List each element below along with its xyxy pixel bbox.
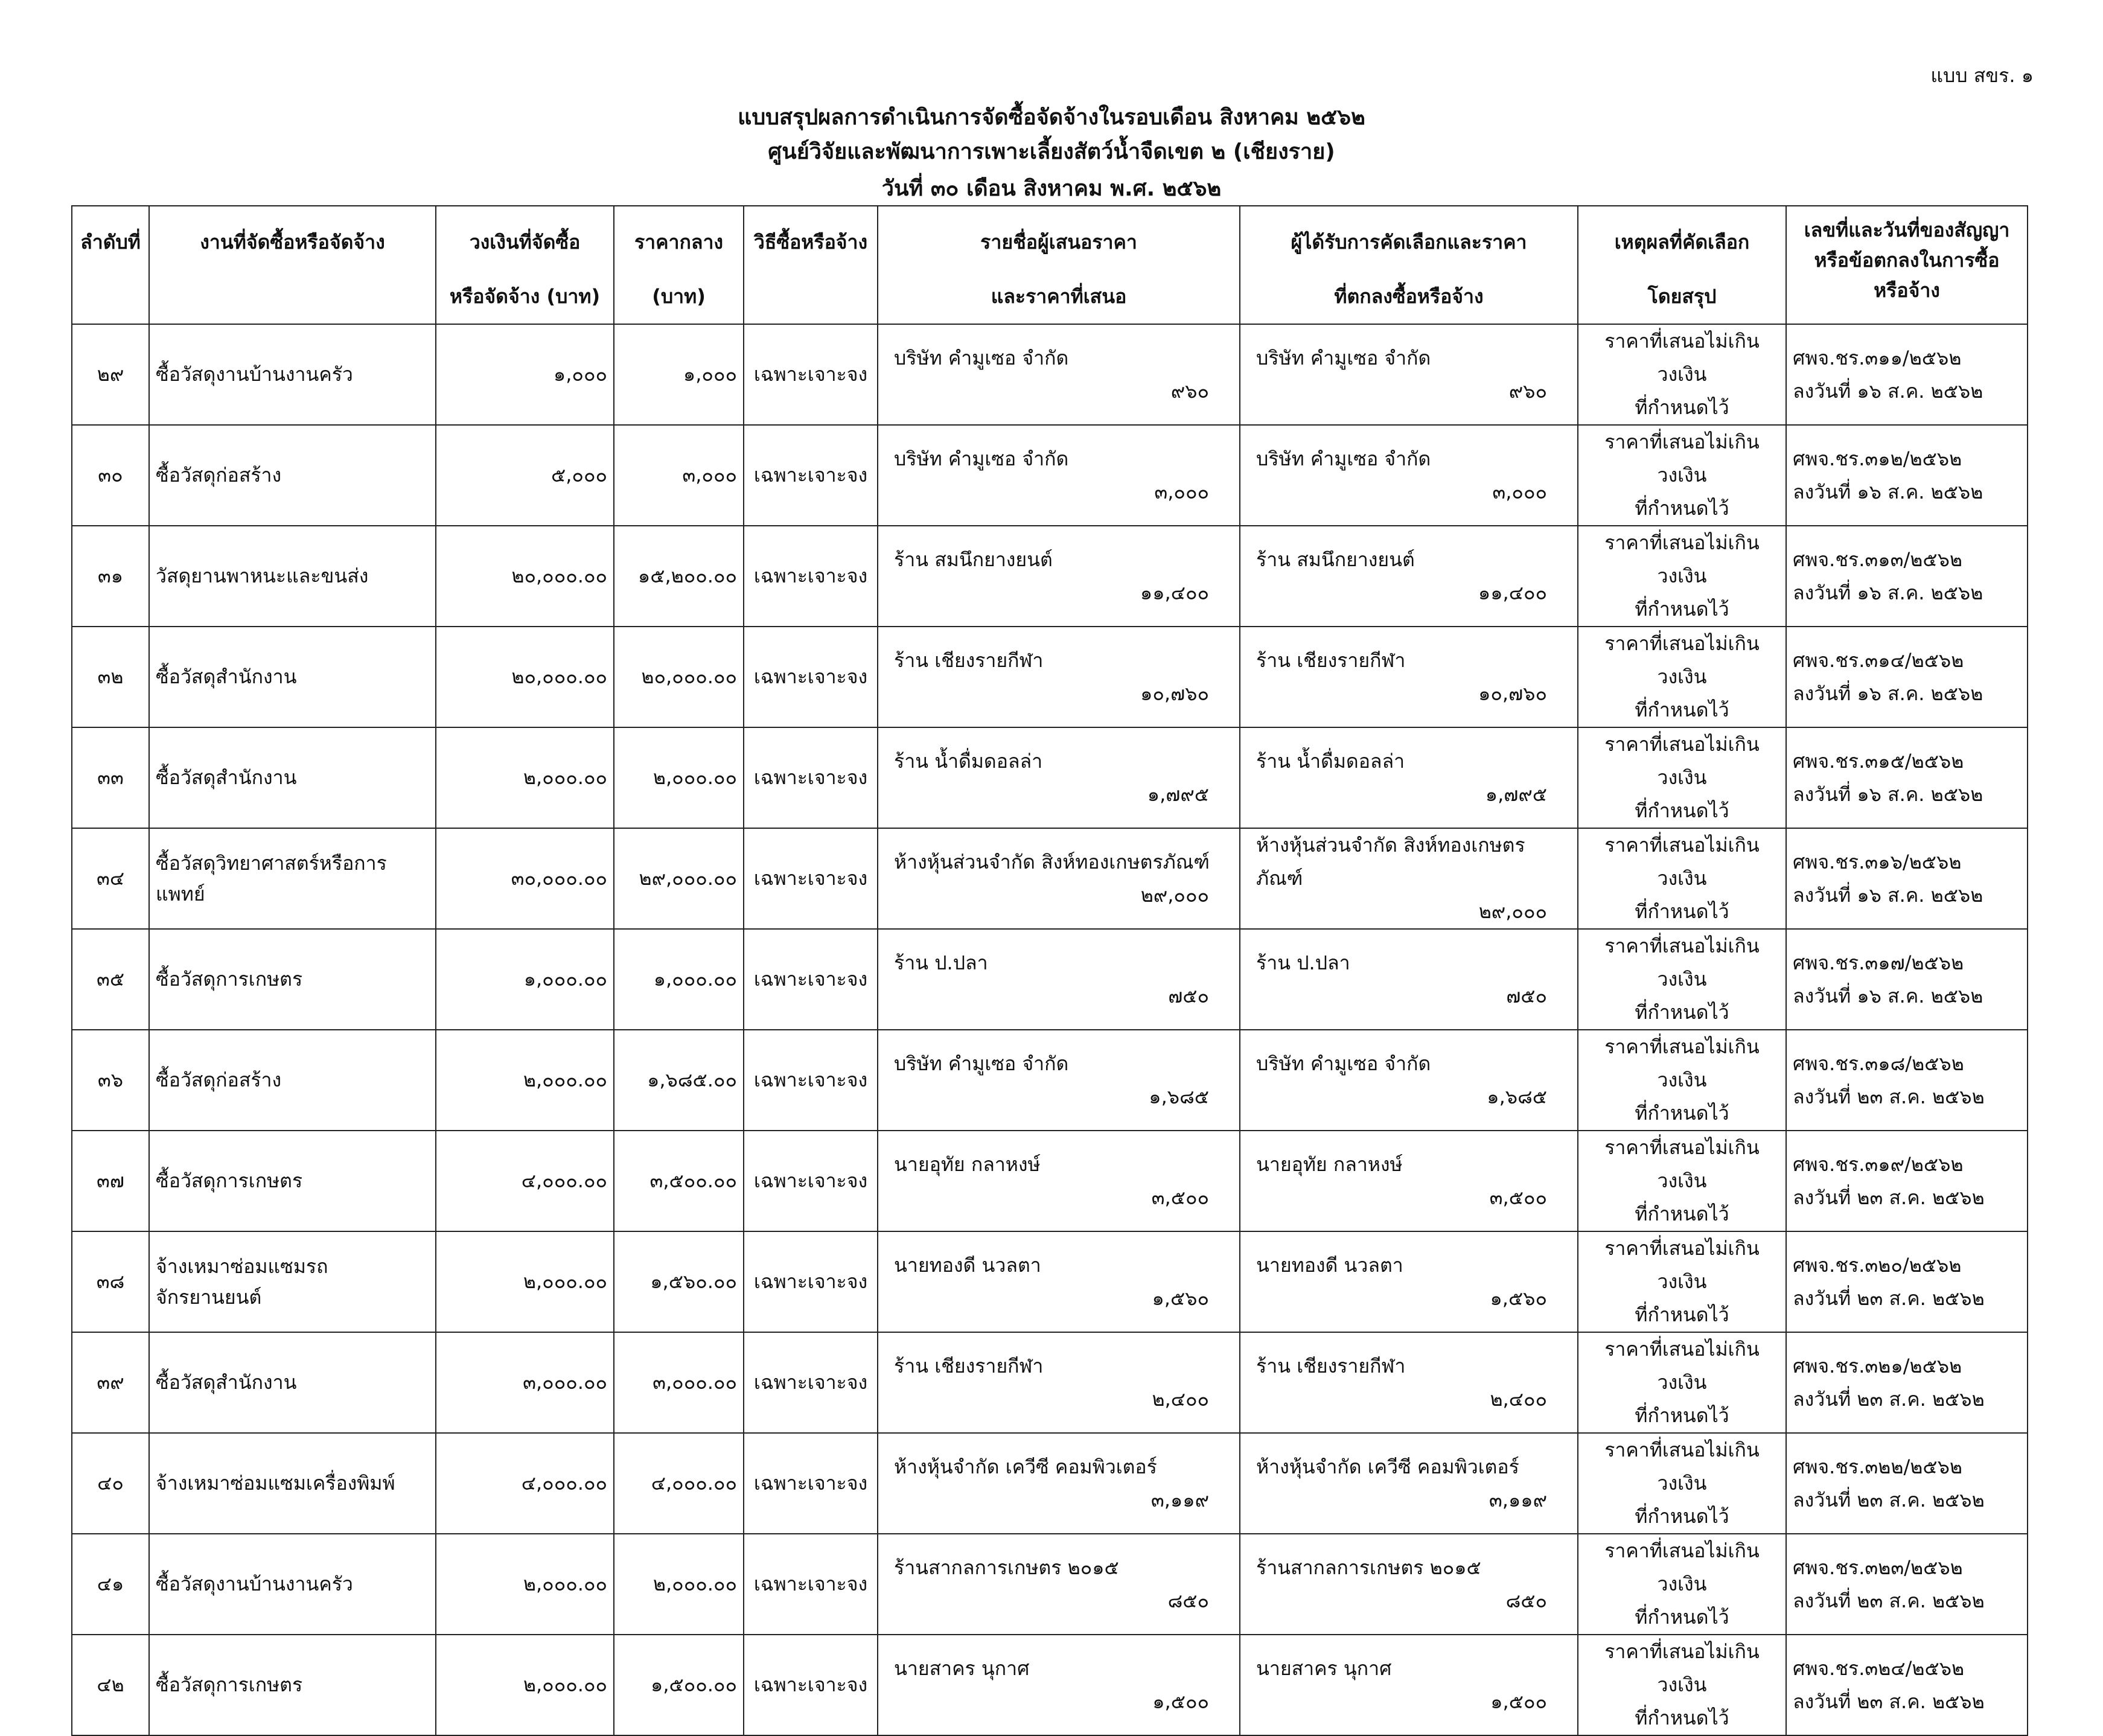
document-title: แบบสรุปผลการดำเนินการจัดซื้อจัดจ้างในรอบเดือน สิงหาคม ๒๕๖๒ <box>738 105 1365 130</box>
reason-line2: ที่กำหนดไว้ <box>1635 698 1729 721</box>
cell-bidder <box>878 1433 1240 1534</box>
contract-number: ศพจ.ชร.๓๑๘/๒๕๖๒ <box>1793 1051 1964 1075</box>
table-row <box>72 627 2028 727</box>
reason-line1: ราคาที่เสนอไม่เกินวงเงิน <box>1604 733 1760 789</box>
table-row <box>72 929 2028 1030</box>
winner-name: ห้างหุ้นจำกัด เควีซี คอมพิวเตอร์ <box>1256 1455 1519 1478</box>
form-code: แบบ สขร. ๑ <box>1930 64 2034 87</box>
reason-line2: ที่กำหนดไว้ <box>1635 598 1729 621</box>
cell-work: ซื้อวัสดุงานบ้านงานครัว <box>149 324 436 425</box>
bidder-price: ๘๕๐ <box>1167 1589 1209 1612</box>
reason-line1: ราคาที่เสนอไม่เกินวงเงิน <box>1604 934 1760 991</box>
cell-budget: ๒๐,๐๐๐.๐๐ <box>436 526 614 627</box>
cell-median: ๒๐,๐๐๐.๐๐ <box>614 627 744 727</box>
header-work: งานที่จัดซื้อหรือจัดจ้าง <box>149 206 436 324</box>
cell-winner <box>1240 828 1578 929</box>
winner-name: นายทองดี นวลตา <box>1256 1253 1403 1277</box>
bidder-name: ร้าน น้ำดื่มดอลล่า <box>894 749 1043 773</box>
contract-date: ลงวันที่ ๒๓ ส.ค. ๒๕๖๒ <box>1793 1286 1985 1310</box>
cell-contract <box>1786 425 2028 526</box>
bidder-price: ๙๖๐ <box>1170 379 1209 403</box>
header-reason-line2: โดยสรุป <box>1647 285 1717 308</box>
table-row <box>72 1635 2028 1735</box>
winner-name: ร้าน สมนึกยางยนต์ <box>1256 547 1415 571</box>
winner-price: ๓,๕๐๐ <box>1489 1186 1547 1209</box>
cell-median: ๑,๕๖๐.๐๐ <box>614 1231 744 1332</box>
cell-reason <box>1578 425 1786 526</box>
header-budget-line2: หรือจัดจ้าง (บาท) <box>449 285 601 308</box>
cell-work: ซื้อวัสดุสำนักงาน <box>149 1332 436 1433</box>
bidder-name: ร้าน สมนึกยางยนต์ <box>894 547 1053 571</box>
cell-bidder <box>878 1231 1240 1332</box>
contract-number: ศพจ.ชร.๓๒๓/๒๕๖๒ <box>1793 1556 1963 1579</box>
bidder-name: บริษัท คำมูเซอ จำกัด <box>894 447 1069 470</box>
bidder-price: ๓,๑๑๙ <box>1150 1488 1209 1511</box>
contract-number: ศพจ.ชร.๓๑๙/๒๕๖๒ <box>1793 1152 1964 1176</box>
header-median <box>614 206 744 324</box>
bidder-price: ๑,๕๐๐ <box>1152 1690 1209 1713</box>
cell-bidder <box>878 425 1240 526</box>
procurement-table <box>71 205 2028 1736</box>
header-contract-line3: หรือจ้าง <box>1874 279 1940 302</box>
cell-bidder <box>878 929 1240 1030</box>
winner-price: ๓,๐๐๐ <box>1492 480 1547 503</box>
winner-price: ๓,๑๑๙ <box>1489 1488 1547 1511</box>
reason-line2: ที่กำหนดไว้ <box>1635 1102 1729 1125</box>
table-row <box>72 1030 2028 1131</box>
cell-contract <box>1786 929 2028 1030</box>
reason-line2: ที่กำหนดไว้ <box>1635 1303 1729 1326</box>
table-row <box>72 425 2028 526</box>
header-contract <box>1786 206 2028 324</box>
reason-line2: ที่กำหนดไว้ <box>1635 497 1729 520</box>
cell-work: ซื้อวัสดุก่อสร้าง <box>149 1030 436 1131</box>
contract-date: ลงวันที่ ๑๖ ส.ค. ๒๕๖๒ <box>1793 883 1983 907</box>
header-reason-line1: เหตุผลที่คัดเลือก <box>1614 231 1750 254</box>
cell-budget: ๑,๐๐๐ <box>436 324 614 425</box>
cell-winner <box>1240 727 1578 828</box>
cell-work: ซื้อวัสดุการเกษตร <box>149 1131 436 1231</box>
contract-date: ลงวันที่ ๑๖ ส.ค. ๒๕๖๒ <box>1793 480 1983 503</box>
cell-budget: ๔,๐๐๐.๐๐ <box>436 1131 614 1231</box>
winner-name: นายอุทัย กลาหงษ์ <box>1256 1152 1403 1176</box>
cell-no: ๓๒ <box>72 627 149 727</box>
contract-date: ลงวันที่ ๒๓ ส.ค. ๒๕๖๒ <box>1793 1690 1985 1713</box>
reason-line1: ราคาที่เสนอไม่เกินวงเงิน <box>1604 1035 1760 1091</box>
cell-work: จ้างเหมาซ่อมแซมรถจักรยานยนต์ <box>149 1231 436 1332</box>
cell-contract <box>1786 324 2028 425</box>
bidder-name: นายสาคร นุกาศ <box>894 1656 1030 1680</box>
bidder-price: ๑๐,๗๖๐ <box>1140 681 1209 705</box>
header-bidders-line2: และราคาที่เสนอ <box>991 285 1127 308</box>
cell-method: เฉพาะเจาะจง <box>744 1635 878 1735</box>
reason-line2: ที่กำหนดไว้ <box>1635 1606 1729 1629</box>
contract-date: ลงวันที่ ๒๓ ส.ค. ๒๕๖๒ <box>1793 1589 1985 1612</box>
cell-contract <box>1786 1131 2028 1231</box>
reason-line1: ราคาที่เสนอไม่เกินวงเงิน <box>1604 1136 1760 1192</box>
contract-number: ศพจ.ชร.๓๑๗/๒๕๖๒ <box>1793 951 1964 974</box>
cell-winner <box>1240 1030 1578 1131</box>
cell-work: วัสดุยานพาหนะและขนส่ง <box>149 526 436 627</box>
contract-date: ลงวันที่ ๑๖ ส.ค. ๒๕๖๒ <box>1793 782 1983 806</box>
cell-contract <box>1786 1231 2028 1332</box>
header-median-line2: (บาท) <box>652 285 706 308</box>
cell-winner <box>1240 929 1578 1030</box>
table-row <box>72 1332 2028 1433</box>
table-header-row <box>72 206 2028 324</box>
cell-winner <box>1240 1231 1578 1332</box>
cell-winner <box>1240 324 1578 425</box>
bidder-name: ห้างหุ้นส่วนจำกัด สิงห์ทองเกษตรภัณฑ์ <box>894 850 1210 873</box>
cell-bidder <box>878 828 1240 929</box>
bidder-price: ๑,๖๘๕ <box>1149 1085 1209 1108</box>
reason-line2: ที่กำหนดไว้ <box>1635 1404 1729 1427</box>
header-bidders-line1: รายชื่อผู้เสนอราคา <box>980 231 1137 254</box>
cell-bidder <box>878 1131 1240 1231</box>
cell-method: เฉพาะเจาะจง <box>744 526 878 627</box>
contract-date: ลงวันที่ ๒๓ ส.ค. ๒๕๖๒ <box>1793 1387 1985 1411</box>
contract-number: ศพจ.ชร.๓๒๒/๒๕๖๒ <box>1793 1455 1962 1478</box>
bidder-name: บริษัท คำมูเซอ จำกัด <box>894 1051 1069 1075</box>
bidder-price: ๒,๔๐๐ <box>1152 1387 1209 1411</box>
contract-date: ลงวันที่ ๒๓ ส.ค. ๒๕๖๒ <box>1793 1186 1985 1209</box>
cell-median: ๑,๐๐๐ <box>614 324 744 425</box>
cell-budget: ๕,๐๐๐ <box>436 425 614 526</box>
cell-contract <box>1786 627 2028 727</box>
header-contract-line1: เลขที่และวันที่ของสัญญา <box>1804 219 2010 241</box>
table-body <box>72 324 2028 1735</box>
reason-line1: ราคาที่เสนอไม่เกินวงเงิน <box>1604 1237 1760 1293</box>
contract-date: ลงวันที่ ๑๖ ส.ค. ๒๕๖๒ <box>1793 681 1983 705</box>
table-row <box>72 727 2028 828</box>
reason-line1: ราคาที่เสนอไม่เกินวงเงิน <box>1604 1539 1760 1595</box>
reason-line1: ราคาที่เสนอไม่เกินวงเงิน <box>1604 330 1760 386</box>
header-budget-line1: วงเงินที่จัดซื้อ <box>469 231 581 254</box>
cell-method: เฉพาะเจาะจง <box>744 828 878 929</box>
contract-number: ศพจ.ชร.๓๑๓/๒๕๖๒ <box>1793 547 1962 571</box>
cell-budget: ๒,๐๐๐.๐๐ <box>436 727 614 828</box>
bidder-name: นายทองดี นวลตา <box>894 1253 1041 1277</box>
reason-line1: ราคาที่เสนอไม่เกินวงเงิน <box>1604 1438 1760 1495</box>
cell-budget: ๑,๐๐๐.๐๐ <box>436 929 614 1030</box>
cell-work: ซื้อวัสดุวิทยาศาสตร์หรือการแพทย์ <box>149 828 436 929</box>
bidder-price: ๑,๕๖๐ <box>1152 1286 1209 1310</box>
cell-method: เฉพาะเจาะจง <box>744 1231 878 1332</box>
bidder-price: ๓,๕๐๐ <box>1151 1186 1209 1209</box>
reason-line1: ราคาที่เสนอไม่เกินวงเงิน <box>1604 1338 1760 1394</box>
cell-bidder <box>878 1332 1240 1433</box>
cell-reason <box>1578 1131 1786 1231</box>
cell-contract <box>1786 727 2028 828</box>
winner-price: ๘๕๐ <box>1505 1589 1547 1612</box>
header-selected-line2: ที่ตกลงซื้อหรือจ้าง <box>1334 285 1484 308</box>
bidder-name: ร้าน เชียงรายกีฬา <box>894 648 1044 672</box>
bidder-name: บริษัท คำมูเซอ จำกัด <box>894 346 1069 369</box>
table-row <box>72 526 2028 627</box>
cell-work: ซื้อวัสดุการเกษตร <box>149 1635 436 1735</box>
cell-median: ๒๙,๐๐๐.๐๐ <box>614 828 744 929</box>
header-contract-line2: หรือข้อตกลงในการซื้อ <box>1814 249 2000 272</box>
cell-median: ๑๕,๒๐๐.๐๐ <box>614 526 744 627</box>
cell-median: ๓,๕๐๐.๐๐ <box>614 1131 744 1231</box>
contract-date: ลงวันที่ ๑๖ ส.ค. ๒๕๖๒ <box>1793 379 1983 403</box>
reason-line1: ราคาที่เสนอไม่เกินวงเงิน <box>1604 531 1760 587</box>
cell-contract <box>1786 1635 2028 1735</box>
cell-contract <box>1786 1332 2028 1433</box>
cell-no: ๔๒ <box>72 1635 149 1735</box>
winner-name: บริษัท คำมูเซอ จำกัด <box>1256 346 1431 369</box>
header-reason <box>1578 206 1786 324</box>
cell-no: ๔๐ <box>72 1433 149 1534</box>
reason-line2: ที่กำหนดไว้ <box>1635 396 1729 419</box>
cell-bidder <box>878 727 1240 828</box>
reason-line2: ที่กำหนดไว้ <box>1635 1706 1729 1729</box>
cell-reason <box>1578 526 1786 627</box>
contract-number: ศพจ.ชร.๓๒๐/๒๕๖๒ <box>1793 1253 1962 1277</box>
winner-price: ๙๖๐ <box>1508 379 1547 403</box>
cell-budget: ๒,๐๐๐.๐๐ <box>436 1231 614 1332</box>
bidder-name: ร้านสากลการเกษตร ๒๐๑๕ <box>894 1556 1119 1579</box>
cell-method: เฉพาะเจาะจง <box>744 1131 878 1231</box>
contract-number: ศพจ.ชร.๓๑๑/๒๕๖๒ <box>1793 346 1962 369</box>
cell-work: จ้างเหมาซ่อมแซมเครื่องพิมพ์ <box>149 1433 436 1534</box>
cell-no: ๒๙ <box>72 324 149 425</box>
table-row <box>72 828 2028 929</box>
reason-line1: ราคาที่เสนอไม่เกินวงเงิน <box>1604 430 1760 487</box>
table-row <box>72 1231 2028 1332</box>
cell-work: ซื้อวัสดุสำนักงาน <box>149 727 436 828</box>
cell-median: ๒,๐๐๐.๐๐ <box>614 727 744 828</box>
cell-reason <box>1578 1030 1786 1131</box>
cell-winner <box>1240 1534 1578 1635</box>
winner-price: ๑๐,๗๖๐ <box>1478 681 1547 705</box>
cell-no: ๓๙ <box>72 1332 149 1433</box>
cell-reason <box>1578 929 1786 1030</box>
cell-bidder <box>878 1534 1240 1635</box>
cell-method: เฉพาะเจาะจง <box>744 1534 878 1635</box>
winner-price: ๑๑,๔๐๐ <box>1478 581 1547 604</box>
winner-name: นายสาคร นุกาศ <box>1256 1656 1392 1680</box>
winner-name: บริษัท คำมูเซอ จำกัด <box>1256 1051 1431 1075</box>
cell-median: ๑,๐๐๐.๐๐ <box>614 929 744 1030</box>
cell-winner <box>1240 1332 1578 1433</box>
contract-date: ลงวันที่ ๑๖ ส.ค. ๒๕๖๒ <box>1793 581 1983 604</box>
bidder-name: นายอุทัย กลาหงษ์ <box>894 1152 1041 1176</box>
cell-contract <box>1786 828 2028 929</box>
header-bidders <box>878 206 1240 324</box>
contract-number: ศพจ.ชร.๓๑๕/๒๕๖๒ <box>1793 749 1964 773</box>
winner-price: ๑,๕๐๐ <box>1490 1690 1547 1713</box>
winner-name: ร้าน เชียงรายกีฬา <box>1256 1354 1406 1377</box>
winner-name: ร้านสากลการเกษตร ๒๐๑๕ <box>1256 1556 1481 1579</box>
cell-reason <box>1578 1231 1786 1332</box>
table-row <box>72 1534 2028 1635</box>
cell-method: เฉพาะเจาะจง <box>744 1030 878 1131</box>
table-row <box>72 1433 2028 1534</box>
bidder-name: ร้าน เชียงรายกีฬา <box>894 1354 1044 1377</box>
cell-bidder <box>878 1635 1240 1735</box>
winner-name: ร้าน ป.ปลา <box>1256 951 1350 974</box>
cell-method: เฉพาะเจาะจง <box>744 929 878 1030</box>
cell-reason <box>1578 1433 1786 1534</box>
cell-reason <box>1578 828 1786 929</box>
cell-no: ๓๓ <box>72 727 149 828</box>
reason-line1: ราคาที่เสนอไม่เกินวงเงิน <box>1604 632 1760 688</box>
bidder-price: ๑,๗๙๕ <box>1147 782 1209 806</box>
cell-winner <box>1240 425 1578 526</box>
cell-median: ๔,๐๐๐.๐๐ <box>614 1433 744 1534</box>
cell-budget: ๓๐,๐๐๐.๐๐ <box>436 828 614 929</box>
bidder-price: ๒๙,๐๐๐ <box>1140 883 1209 907</box>
cell-bidder <box>878 324 1240 425</box>
cell-budget: ๒,๐๐๐.๐๐ <box>436 1635 614 1735</box>
winner-price: ๑,๗๙๕ <box>1485 782 1547 806</box>
cell-bidder <box>878 1030 1240 1131</box>
contract-number: ศพจ.ชร.๓๑๒/๒๕๖๒ <box>1793 447 1962 470</box>
cell-work: ซื้อวัสดุก่อสร้าง <box>149 425 436 526</box>
header-selected <box>1240 206 1578 324</box>
contract-date: ลงวันที่ ๒๓ ส.ค. ๒๕๖๒ <box>1793 1085 1985 1108</box>
cell-budget: ๒,๐๐๐.๐๐ <box>436 1030 614 1131</box>
cell-work: ซื้อวัสดุสำนักงาน <box>149 627 436 727</box>
cell-reason <box>1578 1635 1786 1735</box>
cell-no: ๓๘ <box>72 1231 149 1332</box>
cell-winner <box>1240 526 1578 627</box>
table-row <box>72 1131 2028 1231</box>
cell-winner <box>1240 1433 1578 1534</box>
bidder-price: ๓,๐๐๐ <box>1154 480 1209 503</box>
bidder-price: ๑๑,๔๐๐ <box>1140 581 1209 604</box>
reason-line1: ราคาที่เสนอไม่เกินวงเงิน <box>1604 1640 1760 1696</box>
winner-name: บริษัท คำมูเซอ จำกัด <box>1256 447 1431 470</box>
cell-work: ซื้อวัสดุการเกษตร <box>149 929 436 1030</box>
cell-reason <box>1578 627 1786 727</box>
cell-budget: ๔,๐๐๐.๐๐ <box>436 1433 614 1534</box>
cell-winner <box>1240 1131 1578 1231</box>
cell-contract <box>1786 526 2028 627</box>
contract-number: ศพจ.ชร.๓๒๔/๒๕๖๒ <box>1793 1656 1965 1680</box>
cell-bidder <box>878 526 1240 627</box>
winner-price: ๑,๕๖๐ <box>1490 1286 1547 1310</box>
contract-number: ศพจ.ชร.๓๒๑/๒๕๖๒ <box>1793 1354 1962 1377</box>
header-no: ลำดับที่ <box>72 206 149 324</box>
cell-reason <box>1578 324 1786 425</box>
cell-method: เฉพาะเจาะจง <box>744 627 878 727</box>
cell-no: ๓๕ <box>72 929 149 1030</box>
winner-name: ร้าน น้ำดื่มดอลล่า <box>1256 749 1405 773</box>
table-row <box>72 324 2028 425</box>
contract-date: ลงวันที่ ๑๖ ส.ค. ๒๕๖๒ <box>1793 984 1983 1007</box>
cell-budget: ๒,๐๐๐.๐๐ <box>436 1534 614 1635</box>
cell-method: เฉพาะเจาะจง <box>744 1433 878 1534</box>
winner-price: ๗๕๐ <box>1506 984 1547 1007</box>
cell-no: ๓๗ <box>72 1131 149 1231</box>
winner-price: ๒,๔๐๐ <box>1490 1387 1547 1411</box>
reason-line2: ที่กำหนดไว้ <box>1635 900 1729 923</box>
reason-line2: ที่กำหนดไว้ <box>1635 1202 1729 1225</box>
winner-name: ร้าน เชียงรายกีฬา <box>1256 648 1406 672</box>
cell-no: ๓๔ <box>72 828 149 929</box>
contract-number: ศพจ.ชร.๓๑๔/๒๕๖๒ <box>1793 648 1964 672</box>
report-date: วันที่ ๓๐ เดือน สิงหาคม พ.ศ. ๒๕๖๒ <box>881 176 1222 201</box>
cell-winner <box>1240 1635 1578 1735</box>
cell-reason <box>1578 1534 1786 1635</box>
header-method: วิธีซื้อหรือจ้าง <box>744 206 878 324</box>
contract-date: ลงวันที่ ๒๓ ส.ค. ๒๕๖๒ <box>1793 1488 1985 1511</box>
cell-median: ๓,๐๐๐.๐๐ <box>614 1332 744 1433</box>
cell-method: เฉพาะเจาะจง <box>744 425 878 526</box>
reason-line1: ราคาที่เสนอไม่เกินวงเงิน <box>1604 834 1760 890</box>
cell-method: เฉพาะเจาะจง <box>744 1332 878 1433</box>
cell-no: ๓๖ <box>72 1030 149 1131</box>
header-budget <box>436 206 614 324</box>
cell-work: ซื้อวัสดุงานบ้านงานครัว <box>149 1534 436 1635</box>
cell-median: ๑,๕๐๐.๐๐ <box>614 1635 744 1735</box>
reason-line2: ที่กำหนดไว้ <box>1635 799 1729 822</box>
cell-reason <box>1578 727 1786 828</box>
cell-reason <box>1578 1332 1786 1433</box>
cell-method: เฉพาะเจาะจง <box>744 727 878 828</box>
bidder-price: ๗๕๐ <box>1168 984 1209 1007</box>
cell-bidder <box>878 627 1240 727</box>
winner-name: ห้างหุ้นส่วนจำกัด สิงห์ทองเกษตรภัณฑ์ <box>1256 834 1525 890</box>
cell-no: ๓๑ <box>72 526 149 627</box>
winner-price: ๑,๖๘๕ <box>1487 1085 1547 1108</box>
cell-contract <box>1786 1030 2028 1131</box>
reason-line2: ที่กำหนดไว้ <box>1635 1505 1729 1528</box>
bidder-name: ร้าน ป.ปลา <box>894 951 988 974</box>
cell-budget: ๓,๐๐๐.๐๐ <box>436 1332 614 1433</box>
cell-budget: ๒๐,๐๐๐.๐๐ <box>436 627 614 727</box>
cell-no: ๓๐ <box>72 425 149 526</box>
header-median-line1: ราคากลาง <box>634 231 724 254</box>
organization-name: ศูนย์วิจัยและพัฒนาการเพาะเลี้ยงสัตว์น้ำจืดเขต ๒ (เชียงราย) <box>768 139 1335 164</box>
cell-method: เฉพาะเจาะจง <box>744 324 878 425</box>
cell-median: ๒,๐๐๐.๐๐ <box>614 1534 744 1635</box>
cell-median: ๓,๐๐๐ <box>614 425 744 526</box>
cell-median: ๑,๖๘๕.๐๐ <box>614 1030 744 1131</box>
cell-winner <box>1240 627 1578 727</box>
contract-number: ศพจ.ชร.๓๑๖/๒๕๖๒ <box>1793 850 1962 873</box>
cell-contract <box>1786 1433 2028 1534</box>
cell-no: ๔๑ <box>72 1534 149 1635</box>
cell-contract <box>1786 1534 2028 1635</box>
winner-price: ๒๙,๐๐๐ <box>1478 900 1547 923</box>
reason-line2: ที่กำหนดไว้ <box>1635 1001 1729 1024</box>
header-selected-line1: ผู้ได้รับการคัดเลือกและราคา <box>1291 231 1527 254</box>
bidder-name: ห้างหุ้นจำกัด เควีซี คอมพิวเตอร์ <box>894 1455 1157 1478</box>
